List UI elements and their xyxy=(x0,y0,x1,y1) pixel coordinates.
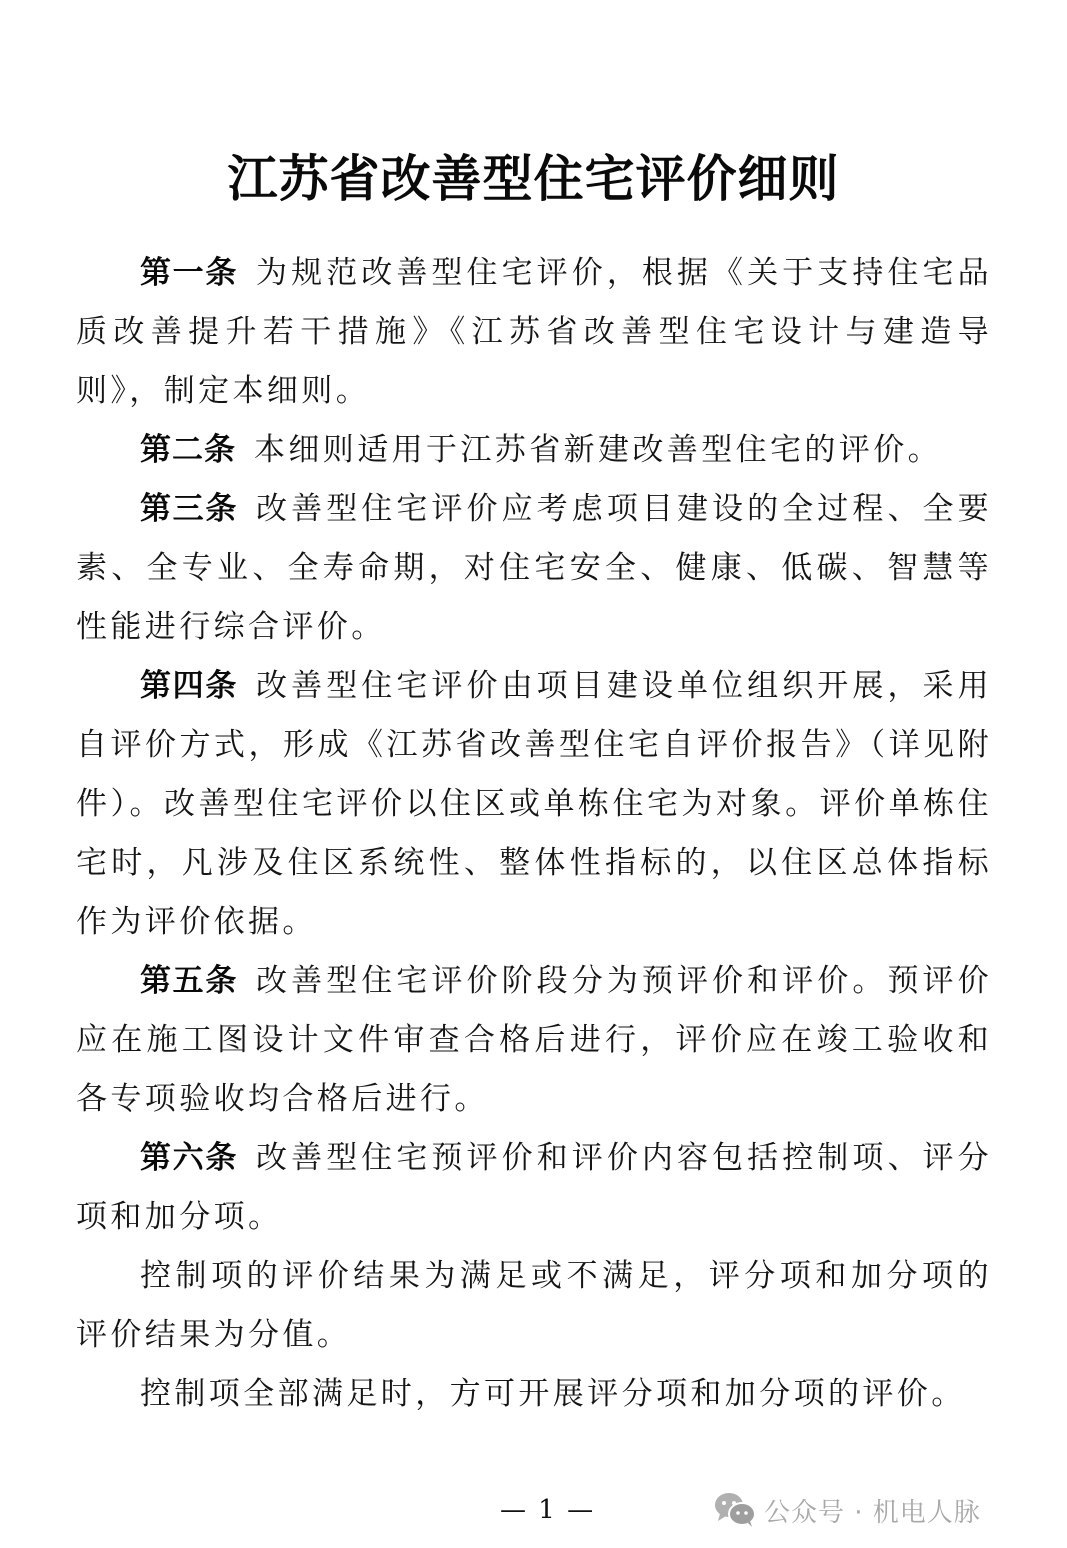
paragraph-text: 控制项的评价结果为满足或不满足，评分项和加分项的评价结果为分值。 xyxy=(76,1258,992,1353)
article-label: 第一条 xyxy=(140,255,239,291)
article-label: 第六条 xyxy=(140,1140,239,1176)
document-title: 江苏省改善型住宅评价细则 xyxy=(227,148,840,208)
article-text: 改善型住宅评价阶段分为预评价和评价。预评价应在施工图设计文件审查合格后进行，评价应在竣工验收和各专项验收均合格后进行。 xyxy=(76,963,993,1117)
article-6 xyxy=(76,1129,992,1247)
article-text: 改善型住宅评价应考虑项目建设的全过程、全要素、全专业、全寿命期，对住宅安全、健康、低碳、智慧等性能进行综合评价。 xyxy=(76,491,993,645)
article-5 xyxy=(76,952,992,1129)
page-number: — 1 — xyxy=(500,1495,596,1525)
paragraph-text: 控制项全部满足时，方可开展评分项和加分项的评价。 xyxy=(140,1376,966,1412)
article-label: 第五条 xyxy=(140,963,239,999)
page-footer xyxy=(0,1490,1067,1530)
watermark-text: 公众号 · 机电人脉 xyxy=(764,1497,981,1528)
document-body xyxy=(76,244,992,1424)
article-label: 第三条 xyxy=(140,491,239,527)
article-1 xyxy=(76,244,992,421)
article-text: 本细则适用于江苏省新建改善型住宅的评价。 xyxy=(254,432,942,468)
watermark xyxy=(714,1490,981,1530)
article-label: 第四条 xyxy=(140,668,239,704)
wechat-icon xyxy=(714,1492,756,1528)
article-label: 第二条 xyxy=(140,432,236,468)
article-2 xyxy=(76,421,992,480)
article-4 xyxy=(76,657,992,952)
article-text: 为规范改善型住宅评价，根据《关于支持住宅品质改善提升若干措施》《江苏省改善型住宅设计与建造导则》，制定本细则。 xyxy=(76,255,993,409)
article-3 xyxy=(76,480,992,657)
article-text: 改善型住宅预评价和评价内容包括控制项、评分项和加分项。 xyxy=(76,1140,993,1235)
article-text: 改善型住宅评价由项目建设单位组织开展，采用自评价方式，形成《江苏省改善型住宅自评价报告》（详见附件）。改善型住宅评价以住区或单栋住宅为对象。评价单栋住宅时，凡涉及住区系统性、整体性指标的，以住区总体指标作为评价依据。 xyxy=(76,668,993,940)
paragraph-control-satisfied xyxy=(76,1365,992,1424)
paragraph-control-items xyxy=(76,1247,992,1365)
